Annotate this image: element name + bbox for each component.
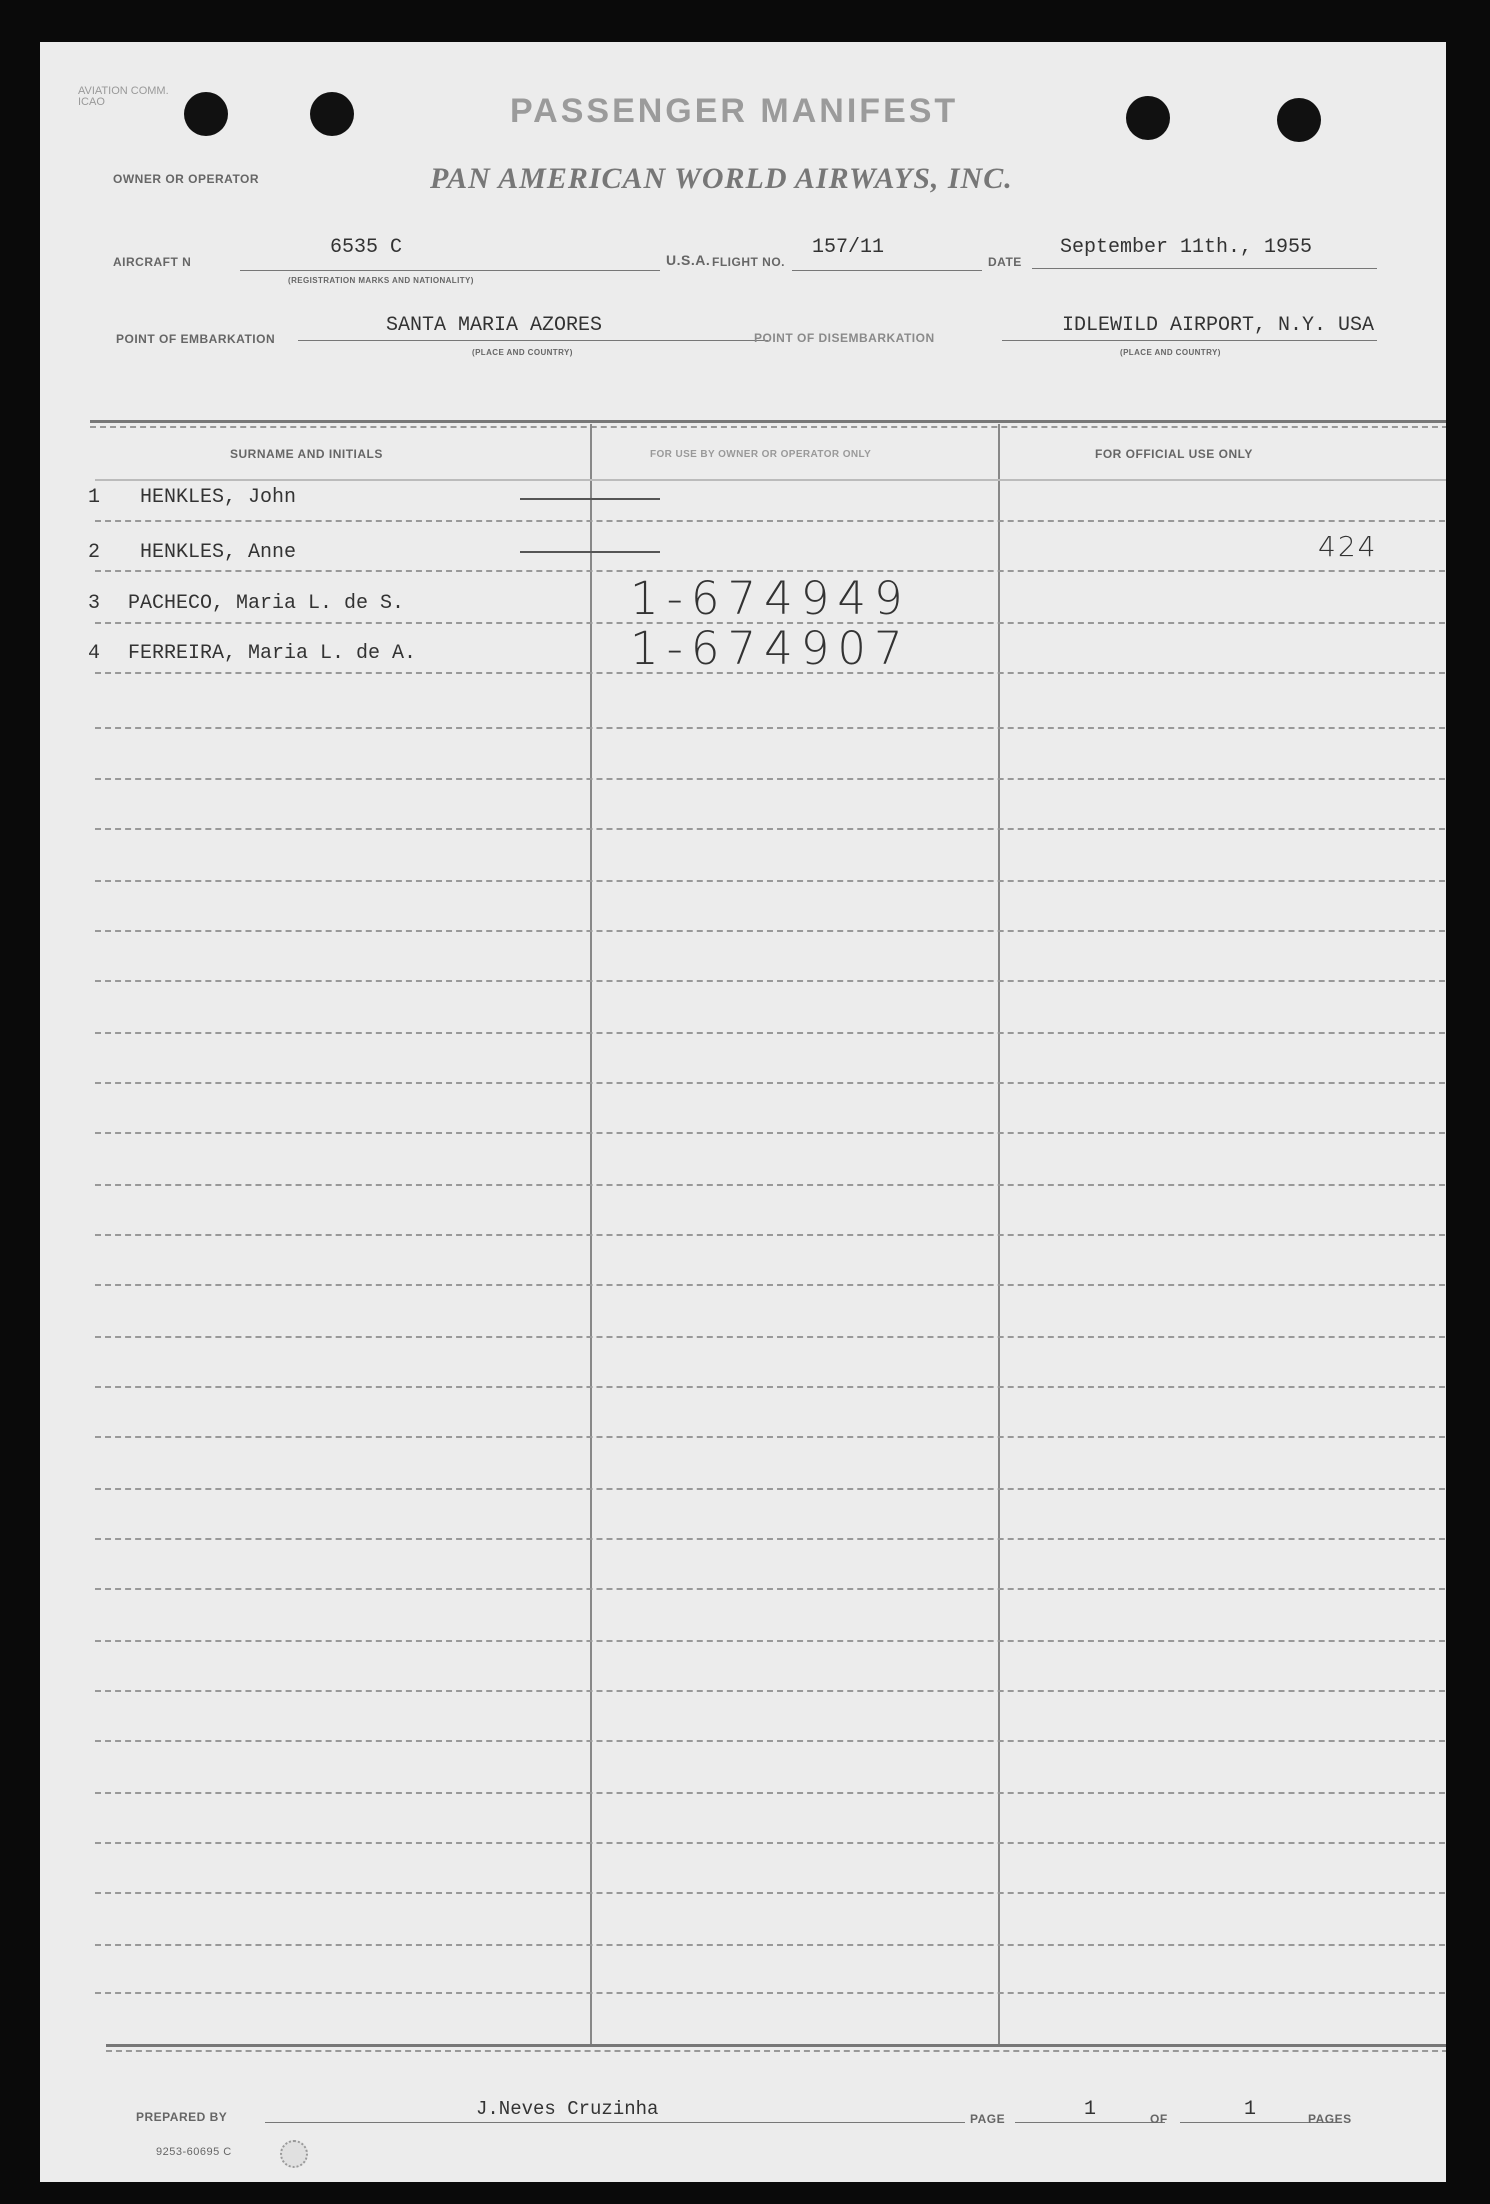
punch-hole-icon <box>310 92 354 136</box>
ruled-line <box>95 1336 1446 1338</box>
prepared-underline <box>265 2122 965 2123</box>
row-number: 4 <box>88 642 101 665</box>
ruled-line <box>95 570 1446 572</box>
col-official-header: FOR OFFICIAL USE ONLY <box>1095 447 1253 461</box>
ruled-line <box>95 520 1446 522</box>
ruled-line <box>95 778 1446 780</box>
row-number: 2 <box>88 541 101 564</box>
ruled-line <box>95 1284 1446 1286</box>
table-bottom-rule-2 <box>106 2050 1446 2052</box>
form-code: 9253-60695 C <box>156 2146 232 2158</box>
passenger-name: HENKLES, John <box>140 486 297 509</box>
embark-sublabel: (PLACE AND COUNTRY) <box>472 348 573 357</box>
table-top-rule <box>90 420 1446 423</box>
ruled-line <box>95 1538 1446 1540</box>
ruled-line <box>95 1842 1446 1844</box>
aircraft-label: AIRCRAFT N <box>113 255 192 269</box>
ruled-line <box>95 1640 1446 1642</box>
ruled-line <box>95 980 1446 982</box>
aircraft-underline <box>240 270 660 271</box>
corner-stamp-line1: AVIATION COMM. <box>78 85 169 97</box>
col-owner-header: FOR USE BY OWNER OR OPERATOR ONLY <box>650 449 872 460</box>
ruled-line <box>95 1944 1446 1946</box>
page-label: PAGE <box>970 2112 1006 2126</box>
owner-value: PAN AMERICAN WORLD AIRWAYS, INC. <box>430 162 1013 195</box>
ruled-line <box>95 1132 1446 1134</box>
ruled-line <box>95 1792 1446 1794</box>
corner-stamp-line2: ICAO <box>78 96 105 108</box>
ruled-line <box>95 930 1446 932</box>
passenger-name: HENKLES, Anne <box>140 541 297 564</box>
owner-label: OWNER OR OPERATOR <box>113 172 260 186</box>
strike-line <box>520 498 660 500</box>
flight-label: FLIGHT NO. <box>712 255 785 269</box>
date-value: September 11th., 1955 <box>1060 236 1313 259</box>
owner-use-value: 1-674907 <box>630 622 911 675</box>
disembark-value: IDLEWILD AIRPORT, N.Y. USA <box>1062 314 1375 337</box>
passenger-name: PACHECO, Maria L. de S. <box>128 592 405 615</box>
ruled-line <box>95 727 1446 729</box>
ruled-line <box>95 828 1446 830</box>
ruled-line <box>95 1740 1446 1742</box>
prepared-label: PREPARED BY <box>136 2110 228 2124</box>
ruled-line <box>95 1488 1446 1490</box>
punch-hole-icon <box>184 92 228 136</box>
ruled-line <box>95 1184 1446 1186</box>
page-underline <box>1015 2122 1165 2123</box>
manifest-page <box>40 42 1446 2182</box>
union-seal-icon <box>280 2140 308 2168</box>
prepared-value: J.Neves Cruzinha <box>476 2098 659 2120</box>
ruled-line <box>95 1892 1446 1894</box>
ruled-line <box>95 1234 1446 1236</box>
aircraft-value: 6535 C <box>330 236 403 259</box>
col-surname-header: SURNAME AND INITIALS <box>230 447 383 461</box>
disembark-underline <box>1002 340 1377 341</box>
ruled-line <box>95 880 1446 882</box>
strike-line <box>520 551 660 553</box>
disembark-sublabel: (PLACE AND COUNTRY) <box>1120 348 1221 357</box>
ruled-line <box>95 1690 1446 1692</box>
page-value: 1 <box>1084 2098 1097 2121</box>
flight-underline <box>792 270 982 271</box>
ruled-line <box>95 1082 1446 1084</box>
date-label: DATE <box>988 255 1022 269</box>
embark-underline <box>298 340 768 341</box>
ruled-line <box>95 1992 1446 1994</box>
official-value: 424 <box>1318 530 1378 563</box>
ruled-line <box>95 1588 1446 1590</box>
ruled-line <box>95 1436 1446 1438</box>
corner-stamp <box>78 86 169 108</box>
disembark-label: POINT OF DISEMBARKATION <box>754 331 935 345</box>
aircraft-sublabel: (REGISTRATION MARKS AND NATIONALITY) <box>288 276 474 285</box>
owner-use-value: 1-674949 <box>630 572 911 625</box>
ruled-line <box>95 672 1446 674</box>
form-title: PASSENGER MANIFEST <box>510 92 959 130</box>
ruled-line <box>95 1032 1446 1034</box>
table-bottom-rule <box>106 2044 1446 2047</box>
ruled-line <box>95 1386 1446 1388</box>
punch-hole-icon <box>1277 98 1321 142</box>
of-label: OF <box>1150 2112 1168 2126</box>
embark-label: POINT OF EMBARKATION <box>116 332 276 346</box>
ruled-line <box>95 479 1446 481</box>
ruled-line <box>95 622 1446 624</box>
embark-value: SANTA MARIA AZORES <box>386 314 603 337</box>
usa-label: U.S.A. <box>666 252 711 268</box>
flight-value: 157/11 <box>812 236 885 259</box>
date-underline <box>1032 268 1377 269</box>
punch-hole-icon <box>1126 96 1170 140</box>
pages-label: PAGES <box>1308 2112 1352 2126</box>
row-number: 1 <box>88 486 101 509</box>
passenger-name: FERREIRA, Maria L. de A. <box>128 642 417 665</box>
row-number: 3 <box>88 592 101 615</box>
of-value: 1 <box>1244 2098 1257 2121</box>
table-top-rule-2 <box>90 426 1446 428</box>
